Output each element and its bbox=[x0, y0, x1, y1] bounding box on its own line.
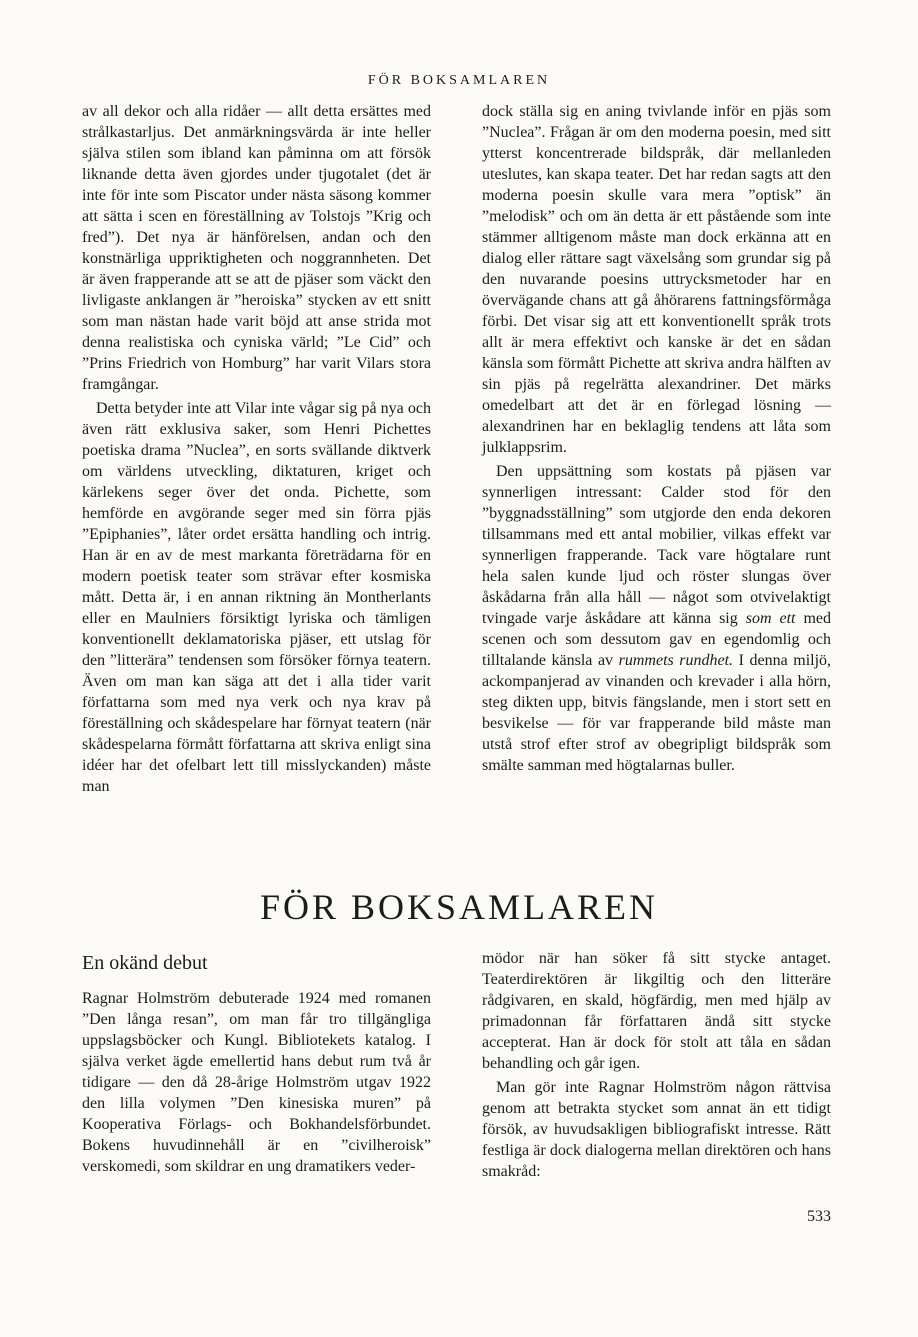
section-column-left bbox=[82, 988, 431, 1177]
text-run: I denna miljö, ackompanjerad av vinanden och krevader i alla hörn, steg dikten upp, bitvis fängslande, men i stort sett en besvikelse — för var frapperande bild måste man utstå strof efter strof av obegripligt bildspråk som smälte samman med högtalarnas buller. bbox=[482, 652, 832, 774]
paragraph: mödor när han söker få sitt stycke antaget. Teaterdirektören är likgiltig och den litteräre rådgivaren, en skald, högfärdig, men med hjälp av primadonnan får författaren ändå sitt stycke accepterat. Han är dock för stolt att tåla en sådan behandling och går igen. bbox=[482, 950, 831, 1072]
section-column-right bbox=[482, 948, 831, 1182]
paragraph: av all dekor och alla ridåer — allt detta ersättes med strålkastarljus. Det anmärkningsvärda är inte heller själva stilen som ibland kan påminna om att försök liknande detta även gjordes under tjugotalet (det är inte för inte som Piscator under nästa säsong kommer att sätta i scen en föreställning av Tolstojs ”Krig och fred”). Det nya är hänförelsen, andan och den konstnärliga uppriktigheten och noggrannheten. Det är även frapperande att se att de pjäser som väckt den livligaste anklangen är ”heroiska” stycken av ett snitt som man nästan hade varit böjd att anse strida mot denna realistiska och cyniska värld; ”Le Cid” och ”Prins Friedrich von Homburg” har varit Vilars stora framgångar. bbox=[82, 103, 431, 393]
page-number: 533 bbox=[807, 1208, 831, 1225]
paragraph: Man gör inte Ragnar Holmström någon rättvisa genom att betrakta stycket som annat än ett tidigt försök, av huvudsakligen bibliografiskt intresse. Rätt festliga är dock dialogerna mellan direktören och hans smakråd: bbox=[482, 1079, 831, 1180]
paragraph: Ragnar Holmström debuterade 1924 med romanen ”Den långa resan”, om man får tro tillgängliga uppslagsböcker och Kungl. Bibliotekets katalog. I själva verket ägde emellertid hans debut rum två år tidigare — den då 28-årige Holmström utgav 1922 den lilla volymen ”Den kinesiska muren” på Kooperativa Förlags- och Bokhandelsförbundet. Bokens huvudinnehåll är en ”civilheroisk” verskomedi, som skildrar en ung dramatikers veder- bbox=[82, 990, 431, 1175]
paragraph: dock ställa sig en aning tvivlande inför en pjäs som ”Nuclea”. Frågan är om den moderna poesin, med sitt ytterst koncentrerade bildspråk, där mellanleden uteslutes, kan skapa teater. Det har redan sagts att den moderna poesin skulle vara mera ”optisk” än ”melodisk” och om än detta är ett påstående som inte stämmer alltigenom måste man dock erkänna att en dialog eller rättare sagt växelsång som grundar sig på den nuvarande poesins uttrycksmetoder har en övervägande chans att gå åhörarens fattningsförmåga förbi. Det visar sig att ett konventionellt språk trots allt är mera effektivt och kanske är det en sådan känsla som förmått Pichette att skriva andra hälften av sin pjäs på regelrätta alexandriner. Det märks omedelbart att det är en förlegad lösning — alexandrinen har en beklaglig tendens att låta som julklappsrim. bbox=[482, 103, 831, 456]
italic-text: som ett bbox=[745, 610, 796, 627]
italic-text: rummets rundhet. bbox=[618, 652, 734, 669]
running-head: FÖR BOKSAMLAREN bbox=[367, 73, 551, 88]
text-run: med scenen och som dessutom gav en egendomlig och tilltalande känsla av bbox=[482, 610, 832, 669]
paragraph: Detta betyder inte att Vilar inte vågar sig på nya och även rätt exklusiva saker, som Henri Pichettes poetiska drama ”Nuclea”, en sorts svällande diktverk om världens utveckling, diktaturen, kriget och kärlekens seger över det onda. Pichette, som hemförde en avgörande seger med sin förra pjäs ”Epiphanies”, låter ordet ersätta handling och intrig. Han är en av de mest markanta företrädarna för en modern poetisk teater som strävar efter kosmiska mått. Detta är, i en annan riktning än Montherlants eller en Maulniers försiktigt lyriska och tämligen konventionellt deklamatoriska pjäser, ett utslag för den ”litterära” tendensen som försöker förnya teatern. Även om man kan säga att det i alla tider varit författarna som med nya verk och nya krav på föreställning och skådespelare har förnyat teatern (när skådespelarna förmått författarna att skriva enligt sina idéer har det ofelbart lett till misslyckanden) måste man bbox=[82, 400, 431, 795]
article-column-right bbox=[482, 101, 831, 776]
section-title: FÖR BOKSAMLAREN bbox=[259, 887, 659, 927]
article-column-left bbox=[82, 101, 431, 797]
text-run: Den uppsättning som kostats på pjäsen var synnerligen intressant: Calder stod för den ”byggnadsställning” som utgjorde den enda dekoren tillsammans med ett antal mobilier, vilkas effekt var synnerligen frapperande. Tack vare högtalare runt hela salen kunde ljud och röster slungas över åskådarna från alla håll — något som otvivelaktigt tvingade varje åskådare att känna sig bbox=[482, 463, 831, 627]
paragraph bbox=[482, 461, 831, 776]
section-subheading: En okänd debut bbox=[82, 952, 208, 974]
